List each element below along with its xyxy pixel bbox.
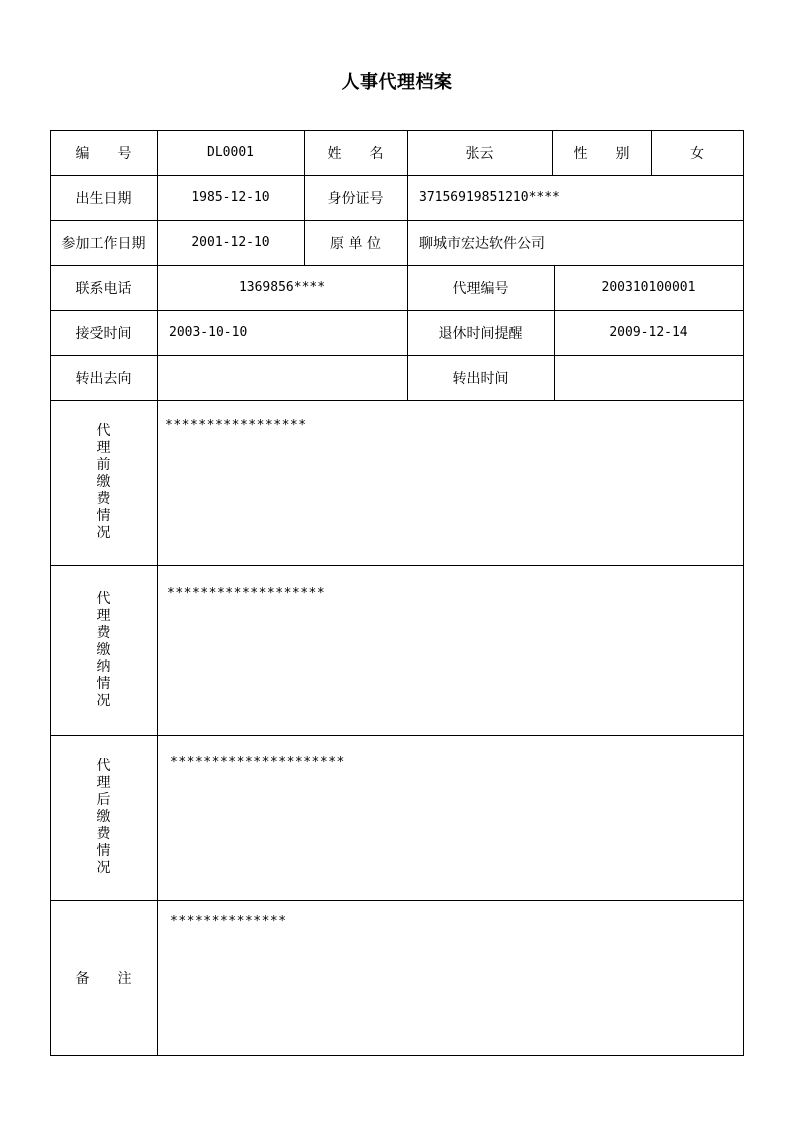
name-label: 姓 名: [327, 145, 384, 162]
remarks-label: 备 注: [75, 970, 132, 987]
retire-label: 退休时间提醒: [438, 325, 523, 342]
birth-value: 1985-12-10: [191, 190, 270, 205]
pre-agency-payment-label: 代 理 前 缴 费 情 况: [96, 423, 111, 541]
agency-fee-payment-label: 代 理 费 缴 纳 情 况: [96, 590, 111, 709]
agency-no-label: 代理编号: [452, 280, 509, 297]
birth-label: 出生日期: [75, 190, 132, 207]
agency-no-value: 200310100001: [601, 280, 696, 295]
remarks-content: **************: [170, 914, 287, 929]
accept-time-value: 2003-10-10: [169, 325, 248, 340]
table-border-right: [743, 130, 744, 1056]
transfer-to-value: [157, 355, 407, 400]
work-start-label: 参加工作日期: [61, 235, 146, 252]
transfer-to-label: 转出去向: [75, 370, 132, 387]
table-border-bottom: [50, 1055, 744, 1056]
page-title: 人事代理档案: [341, 72, 453, 93]
phone-label: 联系电话: [75, 280, 132, 297]
id-label: 身份证号: [327, 190, 384, 207]
number-label: 编 号: [75, 145, 132, 162]
transfer-time-value: [554, 355, 743, 400]
orig-unit-label: 原 单 位: [330, 235, 381, 252]
gender-label: 性 别: [573, 145, 630, 162]
id-value: 37156919851210****: [419, 190, 560, 205]
agency-fee-payment-content: *******************: [167, 586, 326, 601]
gender-value: 女: [690, 145, 704, 162]
post-agency-payment-content: *********************: [170, 755, 345, 770]
transfer-time-label: 转出时间: [452, 370, 509, 387]
number-value: DL0001: [207, 145, 254, 160]
work-start-value: 2001-12-10: [191, 235, 270, 250]
retire-value: 2009-12-14: [609, 325, 688, 340]
orig-unit-value: 聊城市宏达软件公司: [419, 235, 545, 252]
name-value: 张云: [465, 145, 494, 162]
post-agency-payment-label: 代 理 后 缴 费 情 况: [96, 758, 111, 876]
accept-time-label: 接受时间: [75, 325, 132, 342]
phone-value: 1369856****: [238, 280, 326, 295]
pre-agency-payment-content: *****************: [165, 418, 307, 433]
